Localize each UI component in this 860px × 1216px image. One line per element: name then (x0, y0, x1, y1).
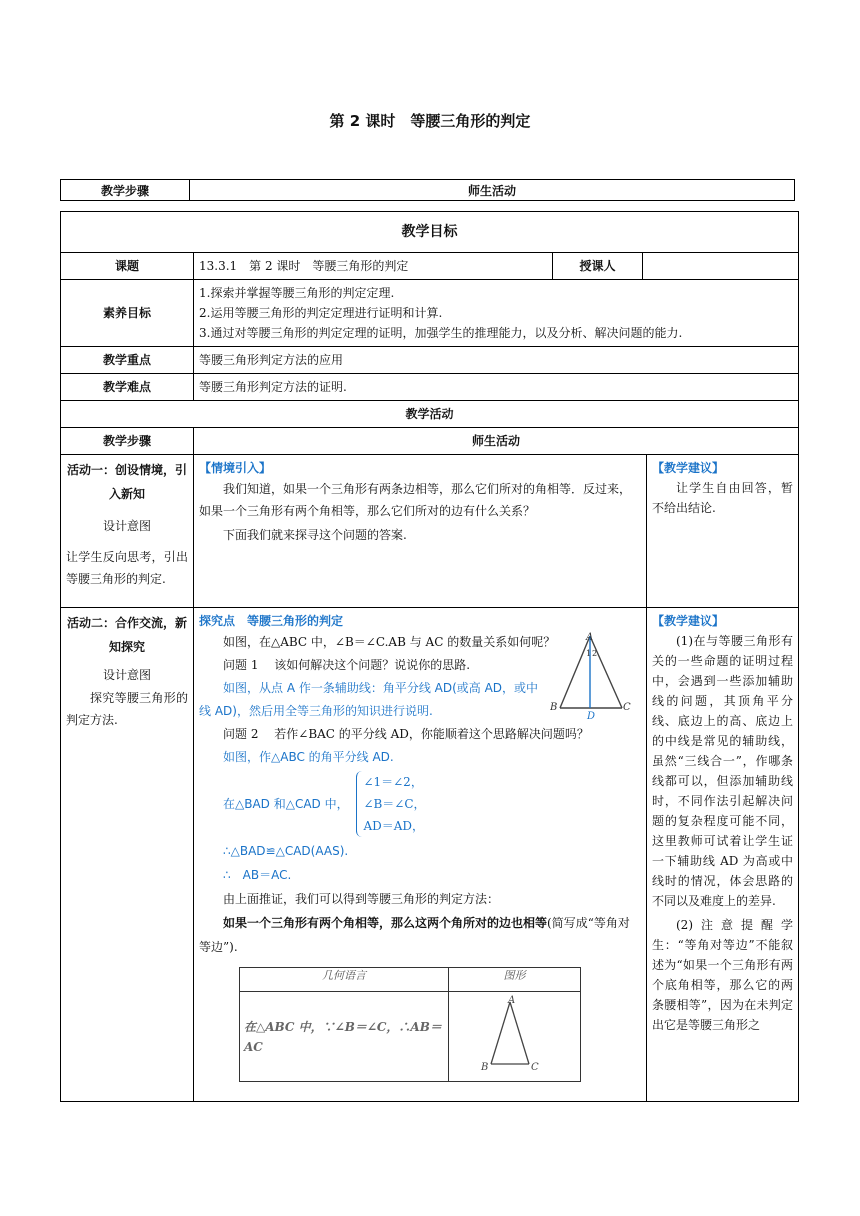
difficulty-value: 等腰三角形判定方法的证明. (194, 374, 799, 401)
teacher-value (643, 253, 799, 280)
activity-heading: 教学活动 (61, 401, 799, 428)
teaching-suggestion-p2: (2)注意提醒学生：“等角对等边”不能叙述为“如果一个三角形有两个底角相等，那么它的两条腰相等”，因为在未判定出它是等腰三角形之 (652, 918, 794, 1032)
key-point-label: 教学重点 (61, 347, 194, 374)
explore-point-tag: 探究点 等腰三角形的判定 (199, 614, 344, 628)
teacher-label: 授课人 (553, 253, 643, 280)
vertex-label-a: A (586, 632, 594, 643)
activity-two-content (194, 608, 647, 1102)
literacy-label: 素养目标 (61, 280, 194, 347)
teaching-suggestion-text: 让学生自由回答，暂不给出结论. (652, 481, 794, 515)
angle-label-1: 1 (586, 649, 592, 658)
proof-intro: 在△BAD 和△CAD 中， (223, 797, 349, 811)
vertex-label-b: B (550, 702, 558, 713)
situation-paragraph-2: 下面我们就来探寻这个问题的答案. (223, 528, 407, 542)
topic-label: 课题 (61, 253, 194, 280)
geometry-language-table (239, 967, 581, 1082)
outer-header-table (60, 179, 795, 201)
theorem-bold: 如果一个三角形有两个角相等，那么这两个角所对的边也相等 (223, 916, 548, 930)
outer-header-activity: 师生活动 (190, 180, 795, 201)
figure-header: 图形 (449, 968, 581, 992)
key-point-value: 等腰三角形判定方法的应用 (194, 347, 799, 374)
small-vertex-label-c: C (530, 1062, 539, 1073)
teaching-suggestion-tag: 【教学建议】 (652, 614, 725, 628)
proof-condition: ∠B＝∠C， (363, 797, 426, 811)
question-two: 问题 2 若作∠BAC 的平分线 AD，你能顺着这个思路解决问题吗？ (223, 727, 589, 741)
proof-condition: ∠1＝∠2， (363, 775, 423, 789)
literacy-item: 3.通过对等腰三角形的判定定理的证明，加强学生的推理能力，以及分析、解决问题的能力. (199, 326, 683, 340)
literacy-item: 1.探索并掌握等腰三角形的判定定理. (199, 286, 395, 300)
proof-conclusion-congruent: ∴△BAD≌△CAD(AAS). (223, 844, 349, 858)
activity-one-suggestion (647, 455, 799, 608)
teaching-suggestion-tag: 【教学建议】 (652, 461, 725, 475)
angle-label-2: 2 (592, 649, 598, 658)
isosceles-triangle-figure-small (475, 994, 555, 1074)
theorem-tail: (简写成“等角对等边”). (199, 916, 630, 954)
proof-conditions (356, 771, 425, 837)
geometry-language-header: 几何语言 (240, 968, 449, 992)
page-title: 第 2 课时 等腰三角形的判定 (329, 112, 531, 130)
proof-block (223, 771, 641, 837)
point-label-d: D (587, 711, 596, 720)
teaching-suggestion-p1: (1)在与等腰三角形有关的一些命题的证明过程中，会遇到一些添加辅助线的问题，其顶角平分线、底边上的高、底边上的中线是常见的辅助线，虽然“三线合一”，作哪条线都可以，但添加辅助线时，不同作法引起解决问题的复杂程度可能不同，这里教师可试着让学生证一下辅助线 AD 为高或中线时的情况，体会思路的不同以及难度上的差异. (652, 634, 794, 908)
derive-text: 由上面推证，我们可以得到等腰三角形的判定方法： (223, 892, 500, 906)
small-vertex-label-a: A (507, 995, 515, 1006)
activity-two-title: 活动二：合作交流，新知探究 (66, 616, 187, 654)
activity-one-step (61, 455, 194, 608)
activity-two-design-label: 设计意图 (102, 668, 151, 682)
activity-one-design-text: 让学生反向思考，引出等腰三角形的判定. (66, 550, 188, 586)
outer-header-step: 教学步骤 (61, 180, 190, 201)
activity-one-title: 活动一：创设情境，引入新知 (66, 463, 187, 501)
activity-step-header: 教学步骤 (61, 428, 194, 455)
topic-value: 13.3.1 第 2 课时 等腰三角形的判定 (194, 253, 553, 280)
lesson-plan-table (60, 211, 799, 1102)
activity-two-step (61, 608, 194, 1102)
question-one: 问题 1 该如何解决这个问题？说说你的思路. (223, 658, 471, 672)
literacy-goals (194, 280, 799, 347)
vertex-label-c: C (623, 702, 631, 713)
proof-condition: AD＝AD， (363, 819, 425, 833)
intro-question: 如图，在△ABC 中，∠B＝∠C.AB 与 AC 的数量关系如何呢？ (223, 635, 556, 649)
activity-two-design-text: 探究等腰三角形的判定方法. (66, 691, 188, 727)
activity-two-suggestion (647, 608, 799, 1102)
geometry-statement: 在△ABC 中，∵∠B＝∠C，∴AB＝AC (240, 992, 449, 1082)
isosceles-triangle-figure (550, 630, 640, 720)
small-vertex-label-b: B (480, 1062, 488, 1073)
situation-paragraph: 我们知道，如果一个三角形有两条边相等，那么它们所对的角相等．反过来，如果一个三角形有两个角相等，那么它们所对的边有什么关系？ (199, 482, 632, 518)
proof-conclusion-equal-sides: ∴ AB＝AC. (223, 868, 292, 882)
situation-intro-tag: 【情境引入】 (199, 461, 272, 475)
difficulty-label: 教学难点 (61, 374, 194, 401)
activity-teacher-student-header: 师生活动 (194, 428, 799, 455)
activity-one-design-label: 设计意图 (102, 519, 151, 533)
literacy-item: 2.运用等腰三角形的判定定理进行证明和计算. (199, 306, 443, 320)
goals-heading: 教学目标 (61, 212, 799, 253)
question-two-answer: 如图，作△ABC 的角平分线 AD. (223, 750, 394, 764)
theorem-statement (199, 911, 641, 959)
figure-cell (449, 992, 581, 1082)
question-one-answer: 如图，从点 A 作一条辅助线：角平分线 AD(或高 AD，或中线 AD)，然后用全等三角形的知识进行说明. (199, 681, 539, 718)
activity-one-content (194, 455, 647, 608)
